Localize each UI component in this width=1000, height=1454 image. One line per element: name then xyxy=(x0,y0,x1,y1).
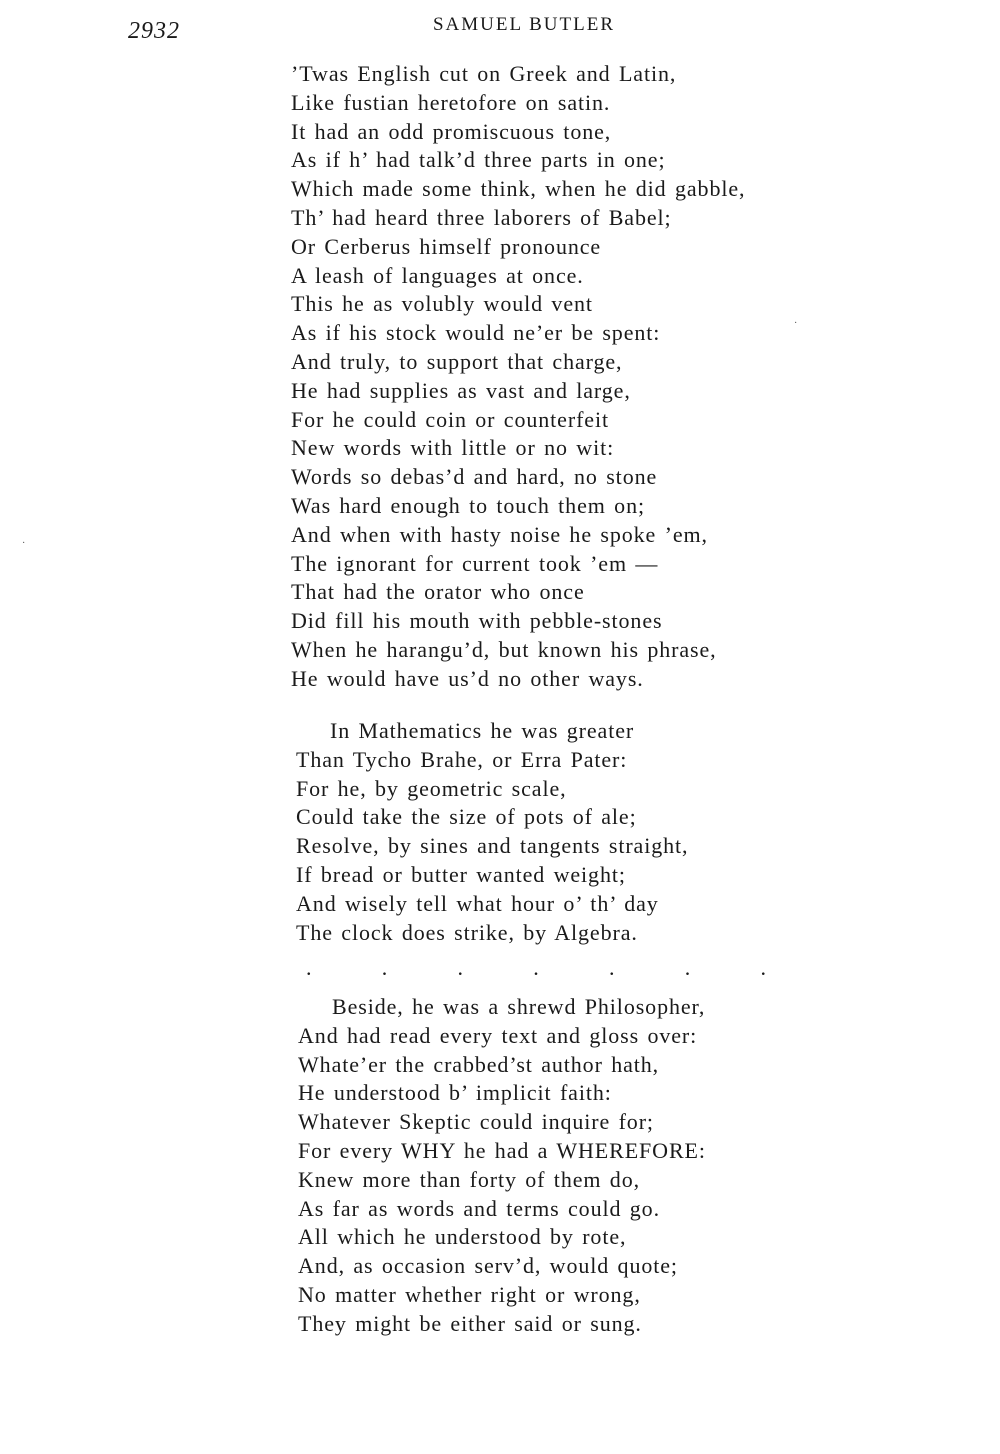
poem-line: Like fustian heretofore on satin. xyxy=(291,89,611,115)
poem-line: New words with little or no wit: xyxy=(291,435,615,461)
poem-line: In Mathematics he was greater xyxy=(330,718,635,743)
poem-line: He understood b’ implicit faith: xyxy=(298,1080,612,1106)
poem-line: That had the orator who once xyxy=(291,579,585,605)
poem-line: Beside, he was a shrewd Philosopher, xyxy=(332,994,706,1019)
stanza-2 xyxy=(296,717,688,947)
poem-line: For every WHY he had a WHEREFORE: xyxy=(298,1137,706,1163)
poem-line: No matter whether right or wrong, xyxy=(298,1281,641,1307)
poem-line: And when with hasty noise he spoke ’em, xyxy=(291,521,708,547)
poem-line: When he harangu’d, but known his phrase, xyxy=(291,636,717,662)
poem-line: Than Tycho Brahe, or Erra Pater: xyxy=(296,746,628,772)
poem-line: This he as volubly would vent xyxy=(291,291,593,317)
poem-line: Whate’er the crabbed’st author hath, xyxy=(298,1051,660,1077)
running-head: SAMUEL BUTLER xyxy=(432,14,616,35)
poem-line: And, as occasion serv’d, would quote; xyxy=(298,1253,678,1279)
poem-line: Th’ had heard three laborers of Babel; xyxy=(291,204,672,230)
poem-line: They might be either said or sung. xyxy=(298,1310,642,1336)
poem-line: And had read every text and gloss over: xyxy=(298,1022,698,1048)
ellipsis-dot: . xyxy=(609,955,615,980)
poem-line: A leash of languages at once. xyxy=(291,262,584,288)
ellipsis-dot: . xyxy=(684,955,691,980)
poem-line: As if his stock would ne’er be spent: xyxy=(291,320,661,346)
poem-line: And wisely tell what hour o’ th’ day xyxy=(296,890,659,916)
poem-line: And truly, to support that charge, xyxy=(291,348,623,374)
poem-line: All which he understood by rote, xyxy=(298,1224,627,1250)
ellipsis-dot: . xyxy=(533,955,539,980)
ellipsis-dot: . xyxy=(760,955,766,980)
poem-line: For he could coin or counterfeit xyxy=(291,406,609,432)
stray-mark: · xyxy=(22,538,26,549)
poem-line: ’Twas English cut on Greek and Latin, xyxy=(291,61,677,86)
ellipsis-dot: . xyxy=(457,955,463,980)
poem-line: Words so debas’d and hard, no stone xyxy=(291,464,658,490)
ellipsis-dot: . xyxy=(381,955,388,980)
poem-line: Could take the size of pots of ale; xyxy=(296,804,637,830)
page-number: 2932 xyxy=(128,18,180,44)
poem-line: He had supplies as vast and large, xyxy=(291,377,631,403)
poem-line: Or Cerberus himself pronounce xyxy=(291,233,602,259)
poem-line: If bread or butter wanted weight; xyxy=(296,861,626,887)
poem-line: He would have us’d no other ways. xyxy=(291,665,644,691)
poem-line: The clock does strike, by Algebra. xyxy=(296,919,638,945)
poem-line: Did fill his mouth with pebble-stones xyxy=(291,608,663,634)
stray-mark: · xyxy=(794,318,798,329)
poem-line: As if h’ had talk’d three parts in one; xyxy=(291,147,666,173)
poem-line: Whatever Skeptic could inquire for; xyxy=(298,1109,654,1135)
stanza-3 xyxy=(298,993,706,1339)
poem-line: For he, by geometric scale, xyxy=(296,775,567,801)
poem-line: Resolve, by sines and tangents straight, xyxy=(296,833,689,859)
poem-line: Was hard enough to touch them on; xyxy=(291,492,645,518)
poem-line: Knew more than forty of them do, xyxy=(298,1166,640,1192)
poem-line: As far as words and terms could go. xyxy=(298,1195,660,1221)
ellipsis-dot: . xyxy=(306,955,312,980)
ellipsis-separator xyxy=(306,957,766,979)
poem-line: The ignorant for current took ’em — xyxy=(291,550,659,576)
poem-line: Which made some think, when he did gabble, xyxy=(291,176,746,202)
poem-line: It had an odd promiscuous tone, xyxy=(291,118,612,144)
stanza-1 xyxy=(291,60,745,694)
